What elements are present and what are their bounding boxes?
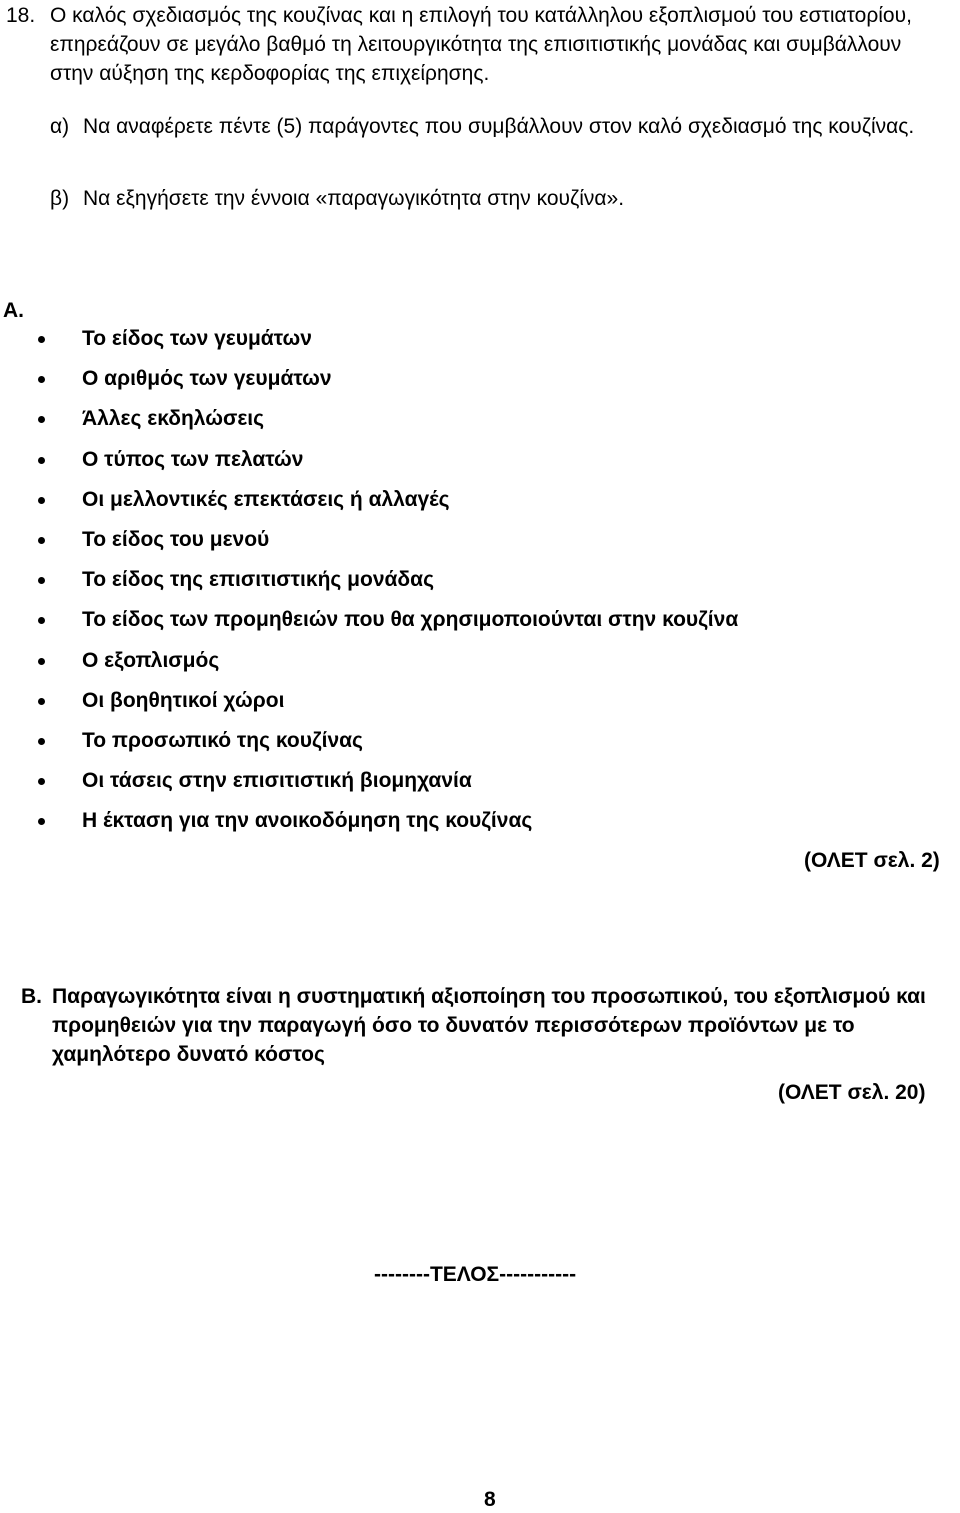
bullet-icon <box>38 698 45 705</box>
list-item: Ο αριθμός των γευμάτων <box>38 364 738 404</box>
bullet-icon <box>38 577 45 584</box>
answer-a-reference: (ΟΛΕΤ σελ. 2) <box>804 849 940 872</box>
list-item: Άλλες εκδηλώσεις <box>38 404 738 444</box>
part-b-text: Να εξηγήσετε την έννοια «παραγωγικότητα στην κουζίνα». <box>83 187 625 210</box>
bullet-icon <box>38 376 45 383</box>
list-item: Οι μελλοντικές επεκτάσεις ή αλλαγές <box>38 485 738 525</box>
list-item: Το είδος των γευμάτων <box>38 324 738 364</box>
list-item: Ο εξοπλισμός <box>38 646 738 686</box>
bullet-icon <box>38 457 45 464</box>
part-b-label: β) <box>50 187 70 210</box>
question-part-b <box>50 184 955 214</box>
bullet-icon <box>38 738 45 745</box>
answer-a-list <box>38 324 738 846</box>
page-number: 8 <box>484 1488 496 1511</box>
list-item: Η έκταση για την ανοικοδόμηση της κουζίνας <box>38 806 738 846</box>
answer-a-label: Α. <box>3 299 24 322</box>
list-item: Ο τύπος των πελατών <box>38 445 738 485</box>
list-item: Το είδος της επισιτιστικής μονάδας <box>38 565 738 605</box>
answer-b-text: Παραγωγικότητα είναι η συστηματική αξιοποίηση του προσωπικού, του εξοπλισμού και προμηθειών για την παραγωγή όσο το δυνατόν περισσότερων προϊόντων με το χαμηλότερο δυνατό κόστος <box>52 985 926 1066</box>
question-part-a <box>50 112 955 172</box>
end-marker: --------ΤΕΛΟΣ----------- <box>374 1263 577 1286</box>
bullet-icon <box>38 658 45 665</box>
question-number: 18. <box>6 4 36 27</box>
question-text: Ο καλός σχεδιασμός της κουζίνας και η επιλογή του κατάλληλου εξοπλισμού του εστιατορίου, επηρεάζουν σε μεγάλο βαθμό τη λειτουργικότητα της επισιτιστικής μονάδας και συμβάλλουν στην αύξηση της κερδοφορίας της επιχείρησης. <box>50 4 912 85</box>
bullet-icon <box>38 537 45 544</box>
list-item: Το προσωπικό της κουζίνας <box>38 726 738 766</box>
bullet-icon <box>38 778 45 785</box>
list-item: Το είδος των προμηθειών που θα χρησιμοποιούνται στην κουζίνα <box>38 605 738 645</box>
bullet-icon <box>38 617 45 624</box>
list-item: Το είδος του μενού <box>38 525 738 565</box>
bullet-icon <box>38 416 45 423</box>
answer-b-label: Β. <box>21 985 42 1008</box>
bullet-icon <box>38 497 45 504</box>
answer-b-reference: (ΟΛΕΤ σελ. 20) <box>778 1081 926 1104</box>
list-item: Οι βοηθητικοί χώροι <box>38 686 738 726</box>
part-a-label: α) <box>50 115 70 138</box>
list-item: Οι τάσεις στην επισιτιστική βιομηχανία <box>38 766 738 806</box>
bullet-icon <box>38 818 45 825</box>
bullet-icon <box>38 336 45 343</box>
part-a-text: Να αναφέρετε πέντε (5) παράγοντες που συμβάλλουν στον καλό σχεδιασμό της κουζίνας. <box>83 115 915 138</box>
